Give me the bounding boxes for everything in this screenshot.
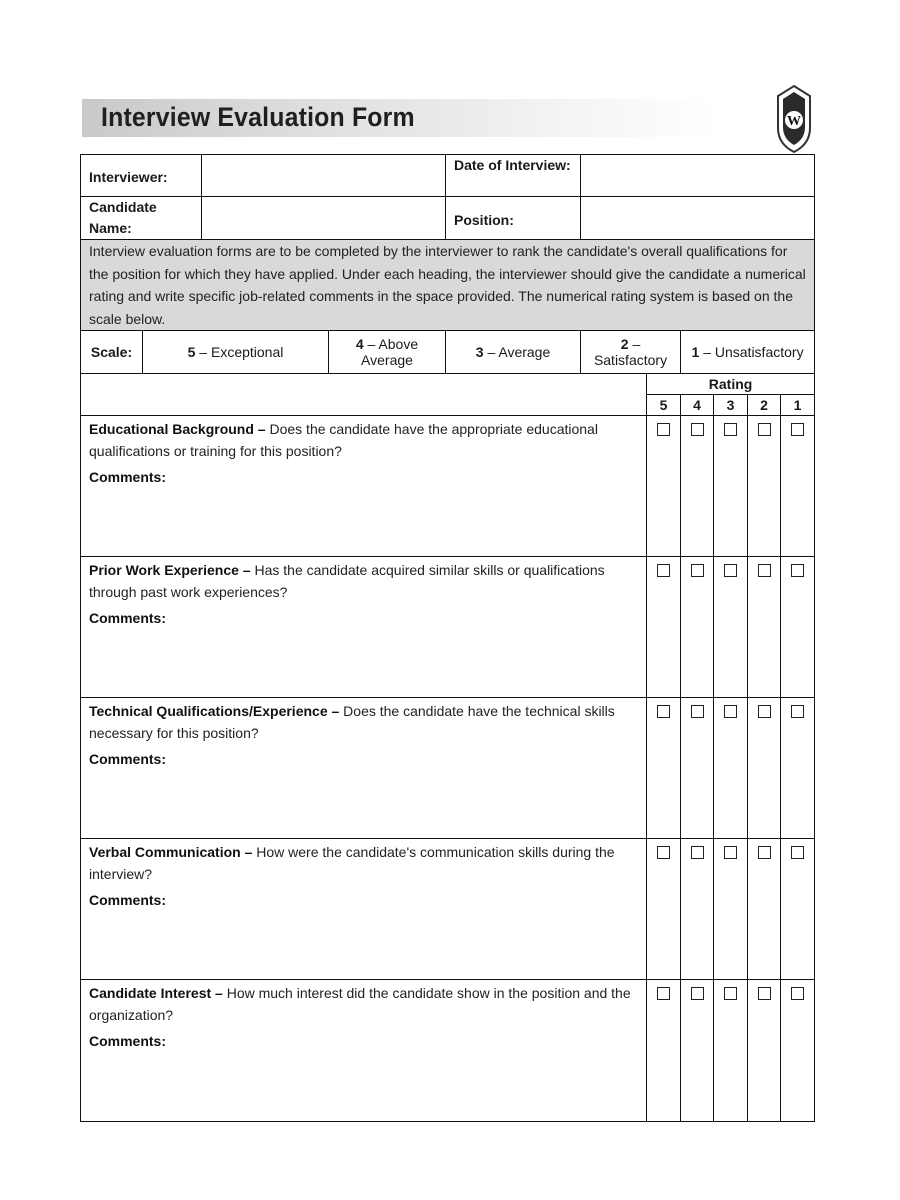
rating-column-3: 3 [714, 395, 748, 416]
criterion-question: How much interest did the candidate show in the position and the organization? [89, 985, 631, 1023]
interviewer-field[interactable] [202, 155, 446, 197]
rating-2-checkbox[interactable] [758, 705, 771, 718]
criterion-row-prior-work-experience [81, 557, 815, 698]
criterion-title: Educational Background – [89, 421, 270, 437]
criterion-title: Candidate Interest – [89, 985, 227, 1001]
rating-1-checkbox[interactable] [791, 564, 804, 577]
scale-item-1: 1 – Unsatisfactory [681, 331, 815, 374]
rating-3-checkbox[interactable] [724, 423, 737, 436]
position-field[interactable] [581, 197, 815, 240]
criterion-question: Does the candidate have the appropriate educational qualifications or training for this position? [89, 421, 598, 459]
criterion-title: Prior Work Experience – [89, 562, 255, 578]
scale-item-5: 5 – Exceptional [143, 331, 329, 374]
rating-1-checkbox[interactable] [791, 705, 804, 718]
rating-5-checkbox[interactable] [657, 423, 670, 436]
comments-field[interactable]: Comments: [89, 469, 167, 485]
comments-field[interactable]: Comments: [89, 1033, 167, 1049]
date-of-interview-label: Date of Interview: [446, 155, 581, 197]
criterion-question: Does the candidate have the technical skills necessary for this position? [89, 703, 615, 741]
evaluation-form [80, 154, 815, 1122]
rating-3-checkbox[interactable] [724, 987, 737, 1000]
rating-2-checkbox[interactable] [758, 423, 771, 436]
candidate-name-field[interactable] [202, 197, 446, 240]
criterion-row-technical-qualifications [81, 698, 815, 839]
rating-column-2: 2 [748, 395, 781, 416]
rating-5-checkbox[interactable] [657, 705, 670, 718]
candidate-row [81, 197, 815, 240]
instructions-text: Interview evaluation forms are to be completed by the interviewer to rank the candidate's overall qualifications for the position for which they have applied. Under each heading, the interviewer should give the candidate a numerical rating and write specific job-related comments in the space provided. The numerical rating system is based on the scale below. [81, 240, 815, 331]
rating-column-4: 4 [681, 395, 714, 416]
candidate-name-label: Candidate Name: [81, 197, 202, 240]
rating-5-checkbox[interactable] [657, 564, 670, 577]
criterion-educational-background [81, 416, 647, 557]
page-title: Interview Evaluation Form [101, 102, 415, 132]
rating-3-checkbox[interactable] [724, 564, 737, 577]
scale-label: Scale: [81, 331, 143, 374]
scale-item-2: 2 – Satisfactory [581, 331, 681, 374]
rating-4-checkbox[interactable] [691, 564, 704, 577]
interviewer-label: Interviewer: [81, 155, 202, 197]
rating-2-checkbox[interactable] [758, 846, 771, 859]
comments-field[interactable]: Comments: [89, 751, 167, 767]
date-of-interview-field[interactable] [581, 155, 815, 197]
interviewer-row [81, 155, 815, 197]
criterion-prior-work-experience [81, 557, 647, 698]
rating-2-checkbox[interactable] [758, 987, 771, 1000]
rating-1-checkbox[interactable] [791, 987, 804, 1000]
criterion-row-candidate-interest [81, 980, 815, 1122]
rating-1-checkbox[interactable] [791, 846, 804, 859]
criterion-verbal-communication [81, 839, 647, 980]
rating-column-5: 5 [647, 395, 681, 416]
criterion-title: Verbal Communication – [89, 844, 257, 860]
rating-column-1: 1 [781, 395, 815, 416]
criterion-row-verbal-communication [81, 839, 815, 980]
position-label: Position: [446, 197, 581, 240]
rating-header-row [81, 374, 815, 395]
rating-4-checkbox[interactable] [691, 705, 704, 718]
rating-5-checkbox[interactable] [657, 987, 670, 1000]
scale-item-3: 3 – Average [446, 331, 581, 374]
seal-letter: W [787, 114, 801, 129]
rating-3-checkbox[interactable] [724, 846, 737, 859]
rating-4-checkbox[interactable] [691, 846, 704, 859]
criterion-question: How were the candidate's communication skills during the interview? [89, 844, 615, 882]
scale-row [81, 331, 815, 374]
rating-1-checkbox[interactable] [791, 423, 804, 436]
criterion-technical-qualifications [81, 698, 647, 839]
rating-2-checkbox[interactable] [758, 564, 771, 577]
rating-5-checkbox[interactable] [657, 846, 670, 859]
comments-field[interactable]: Comments: [89, 892, 167, 908]
rating-3-checkbox[interactable] [724, 705, 737, 718]
criterion-candidate-interest [81, 980, 647, 1122]
criterion-title: Technical Qualifications/Experience – [89, 703, 344, 719]
criterion-row-educational-background [81, 416, 815, 557]
criterion-question: Has the candidate acquired similar skills or qualifications through past work experiences? [89, 562, 605, 600]
comments-field[interactable]: Comments: [89, 610, 167, 626]
criteria-header-blank [81, 374, 647, 416]
rating-4-checkbox[interactable] [691, 987, 704, 1000]
rating-4-checkbox[interactable] [691, 423, 704, 436]
instructions-row [81, 240, 815, 331]
university-seal-icon [774, 84, 814, 154]
rating-header: Rating [647, 374, 815, 395]
scale-item-4: 4 – Above Average [329, 331, 446, 374]
